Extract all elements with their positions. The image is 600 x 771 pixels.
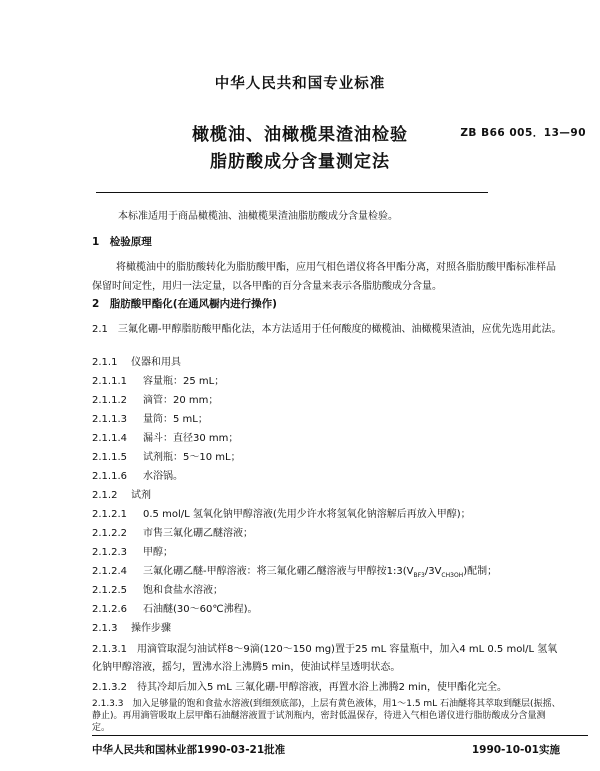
item-number: 2.1.1.2 <box>92 395 127 406</box>
subsection-heading: 仪器和用具 <box>131 357 181 368</box>
item-number: 2.1.1.6 <box>92 471 127 482</box>
item-number: 2.1.2 <box>92 490 118 501</box>
section-2-heading: 2 脂肪酸甲酯化(在通风橱内进行操作) <box>92 298 277 310</box>
list-item: 量筒：5 mL； <box>143 414 208 425</box>
document-title-line-1: 橄榄油、油橄榄果渣油检验 <box>192 125 408 145</box>
item-number: 2.1.1.3 <box>92 414 127 425</box>
item-number: 2.1.1.1 <box>92 376 127 387</box>
list-item: 试剂瓶：5～10 mL； <box>143 452 241 463</box>
list-item: 三氟化硼乙醚-甲醇溶液：将三氟化硼乙醚溶液与甲醇按$1:3(V_{BF3}/3V_{CH3OH})$配制； <box>143 566 498 579</box>
header-divider <box>96 192 488 193</box>
intro-paragraph: 本标准适用于商品橄榄油、油橄榄果渣油脂肪酸成分含量检验。 <box>118 211 398 222</box>
implementation-date: 1990-10-01实施 <box>471 744 560 756</box>
item-number: 2.1.2.3 <box>92 547 127 558</box>
list-item: 漏斗：直径30 mm； <box>143 433 239 444</box>
item-number: 2.1.2.6 <box>92 604 127 615</box>
section-1-heading: 1 检验原理 <box>92 236 152 248</box>
step-paragraph: 2.1.3.2 待其冷却后加入5 mL 三氟化硼-甲醇溶液，再置水浴上沸腾2 min，使甲酯化完全。 <box>92 682 508 693</box>
list-item: 市售三氟化硼乙醚溶液； <box>143 528 253 539</box>
list-item: 容量瓶：25 mL； <box>143 376 225 387</box>
item-number: 2.1.1 <box>92 357 118 368</box>
list-item: 甲醇； <box>143 547 173 558</box>
section-2-1-text: 2.1 三氟化硼-甲醇脂肪酸甲酯化法，本方法适用于任何酸度的橄榄油、油橄榄果渣油，应优先选用此法。 <box>92 324 562 335</box>
list-item: 饱和食盐水溶液； <box>143 585 223 596</box>
subsection-heading: 操作步骤 <box>131 623 171 634</box>
item-number: 2.1.3 <box>92 623 118 634</box>
list-item: 水浴锅。 <box>143 471 183 482</box>
section-1-text: 将橄榄油中的脂肪酸转化为脂肪酸甲酯，应用气相色谱仪将各甲酯分离，对照各脂肪酸甲酯标准样品保留时间定性，用归一法定量，以各甲酯的百分含量来表示各脂肪酸成分含量。 <box>92 262 556 292</box>
list-item: 石油醚(30～60℃沸程)。 <box>143 604 258 615</box>
item-number: 2.1.1.4 <box>92 433 127 444</box>
standard-type-heading: 中华人民共和国专业标准 <box>214 76 386 92</box>
item-number: 2.1.2.4 <box>92 566 127 577</box>
approval-note: 中华人民共和国林业部1990-03-21批准 <box>92 744 286 756</box>
step-paragraph: 2.1.3.1 用滴管取混匀油试样8～9滴(120～150 mg)置于25 mL 容量瓶中，加入4 mL 0.5 mol/L 氢氧化钠甲醇溶液，摇匀，置沸水浴上沸腾5 min，使油试样呈透明状态。 <box>92 644 558 673</box>
footer-divider <box>92 735 588 736</box>
item-number: 2.1.2.5 <box>92 585 127 596</box>
item-number: 2.1.1.5 <box>92 452 127 463</box>
list-item: 0.5 mol/L 氢氧化钠甲醇溶液(先用少许水将氢氧化钠溶解后再放入甲醇)； <box>143 509 471 520</box>
step-paragraph: 2.1.3.3 加入足够量的饱和食盐水溶液(到细颈底部)，上层有黄色液体，用1～1.5 mL 石油醚将其萃取到醚层(振摇、静止)。再用滴管吸取上层甲酯石油醚溶液置于试剂瓶内，密封低温保存，待进入气相色谱仪进行脂肪酸成分含量测定。 <box>92 699 561 733</box>
document-title-line-2: 脂肪酸成分含量测定法 <box>210 152 390 172</box>
standard-code: ZB B66 005．13—90 <box>460 127 586 139</box>
subsection-heading: 试剂 <box>131 490 151 501</box>
item-number: 2.1.2.1 <box>92 509 127 520</box>
item-number: 2.1.2.2 <box>92 528 127 539</box>
list-item: 滴管：20 mm； <box>143 395 219 406</box>
